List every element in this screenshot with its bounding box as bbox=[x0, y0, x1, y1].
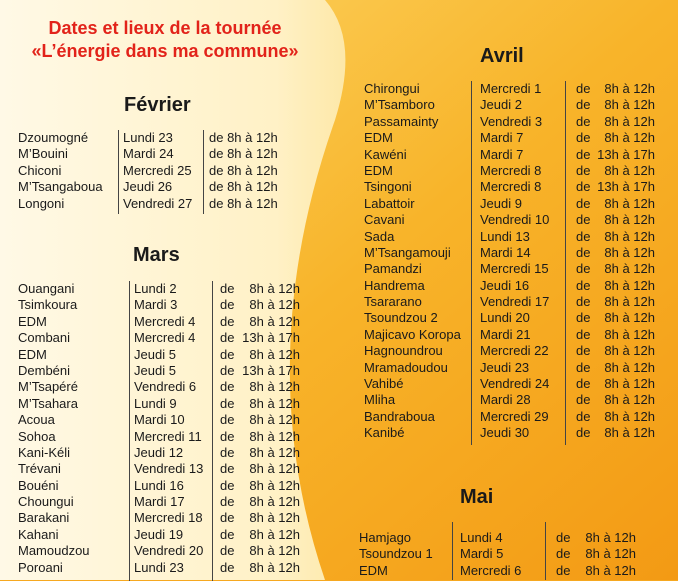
month-heading-fevrier: Février bbox=[124, 94, 191, 116]
place: Kanibé bbox=[364, 425, 405, 441]
de: de bbox=[576, 228, 591, 244]
place: Tsararano bbox=[364, 294, 422, 310]
time: 8h à 12h bbox=[604, 408, 655, 424]
place: M’Tsamboro bbox=[364, 97, 435, 113]
schedule-row bbox=[18, 314, 318, 330]
place: Hagnoundrou bbox=[364, 343, 443, 359]
schedule-row bbox=[18, 560, 318, 576]
day: Vendredi 20 bbox=[134, 543, 204, 559]
avril-schedule-table bbox=[364, 81, 664, 442]
place: Tsoundzou 1 bbox=[359, 546, 433, 562]
place: Bouéni bbox=[18, 477, 59, 493]
schedule-row bbox=[364, 114, 664, 130]
time: 8h à 12h bbox=[604, 162, 655, 178]
de: de bbox=[576, 261, 591, 277]
schedule-row bbox=[364, 409, 664, 425]
day: Lundi 4 bbox=[460, 530, 503, 545]
de: de bbox=[576, 376, 591, 392]
de: de bbox=[556, 530, 571, 545]
de: de bbox=[576, 162, 591, 178]
place: M’Tsangamouji bbox=[364, 244, 451, 260]
day: Mercredi 22 bbox=[480, 343, 549, 359]
de: de bbox=[576, 244, 591, 260]
day: Mercredi 8 bbox=[480, 162, 542, 178]
day: Mardi 7 bbox=[480, 130, 524, 146]
place: Trévani bbox=[18, 461, 61, 477]
time: 8h à 12h bbox=[249, 428, 300, 444]
de: de bbox=[556, 546, 571, 562]
time: 8h à 12h bbox=[604, 425, 655, 441]
de: de bbox=[576, 212, 591, 228]
place: Tsimkoura bbox=[18, 297, 78, 313]
de: de bbox=[220, 559, 235, 575]
schedule-row bbox=[364, 278, 664, 294]
de: de bbox=[220, 444, 235, 460]
day: Lundi 9 bbox=[134, 395, 177, 411]
day: Mardi 3 bbox=[134, 297, 178, 313]
day: Vendredi 13 bbox=[134, 461, 204, 477]
de: de bbox=[576, 130, 591, 146]
time: 8h à 12h bbox=[585, 530, 636, 545]
schedule-row bbox=[18, 363, 318, 379]
day: Jeudi 30 bbox=[480, 425, 530, 441]
day: Lundi 20 bbox=[480, 310, 530, 326]
day: Mercredi 29 bbox=[480, 408, 549, 424]
place: EDM bbox=[364, 130, 393, 146]
schedule-row bbox=[18, 461, 318, 477]
day: Jeudi 26 bbox=[123, 179, 173, 195]
day: Jeudi 9 bbox=[480, 195, 522, 211]
time: 8h à 12h bbox=[249, 346, 300, 362]
time: 8h à 12h bbox=[604, 294, 655, 310]
day: Lundi 2 bbox=[134, 281, 177, 296]
time: 13h à 17h bbox=[597, 146, 655, 162]
month-heading-mars: Mars bbox=[133, 244, 180, 266]
time: 8h à 12h bbox=[249, 477, 300, 493]
place: Labattoir bbox=[364, 195, 415, 211]
schedule-row bbox=[364, 392, 664, 408]
place: Dzoumogné bbox=[18, 130, 89, 145]
de: de bbox=[576, 97, 591, 113]
place: Mamoudzou bbox=[18, 543, 90, 559]
time: 8h à 12h bbox=[249, 510, 300, 526]
time: 8h à 12h bbox=[249, 494, 300, 510]
month-heading-avril: Avril bbox=[480, 45, 524, 67]
time: 8h à 12h bbox=[249, 444, 300, 460]
schedule-row bbox=[18, 281, 318, 297]
day: Mardi 28 bbox=[480, 392, 531, 408]
time: 8h à 12h bbox=[249, 526, 300, 542]
place: Chiconi bbox=[18, 162, 62, 178]
day: Vendredi 10 bbox=[480, 212, 550, 228]
day: Mercredi 6 bbox=[460, 562, 522, 578]
de: de bbox=[220, 461, 235, 477]
place: Handrema bbox=[364, 277, 425, 293]
de: de bbox=[220, 346, 235, 362]
time: 8h à 12h bbox=[604, 81, 655, 96]
place: Dembéni bbox=[18, 362, 71, 378]
de: de bbox=[576, 277, 591, 293]
day: Jeudi 23 bbox=[480, 359, 530, 375]
time: 8h à 12h bbox=[249, 297, 300, 313]
schedule-row bbox=[364, 261, 664, 277]
time: 8h à 12h bbox=[604, 130, 655, 146]
schedule-row bbox=[364, 310, 664, 326]
place: Vahibé bbox=[364, 376, 404, 392]
schedule-row bbox=[18, 146, 318, 162]
place: Longoni bbox=[18, 195, 65, 211]
de: de bbox=[576, 343, 591, 359]
schedule-row bbox=[18, 543, 318, 559]
place: EDM bbox=[18, 313, 47, 329]
day: Vendredi 24 bbox=[480, 376, 550, 392]
schedule-row bbox=[364, 130, 664, 146]
day: Vendredi 3 bbox=[480, 113, 543, 129]
day: Lundi 23 bbox=[123, 130, 173, 145]
de: de bbox=[220, 395, 235, 411]
day: Mercredi 15 bbox=[480, 261, 549, 277]
time: 8h à 12h bbox=[604, 343, 655, 359]
de: de bbox=[220, 543, 235, 559]
time: 8h à 12h bbox=[604, 359, 655, 375]
day: Jeudi 5 bbox=[134, 346, 176, 362]
day: Vendredi 6 bbox=[134, 379, 197, 395]
schedule-row bbox=[18, 297, 318, 313]
day: Mardi 17 bbox=[134, 494, 185, 510]
de: de bbox=[576, 146, 591, 162]
schedule-row bbox=[18, 527, 318, 543]
de: de bbox=[220, 428, 235, 444]
day: Mercredi 4 bbox=[134, 313, 196, 329]
time: 8h à 12h bbox=[604, 376, 655, 392]
de: de bbox=[220, 313, 235, 329]
de: de bbox=[576, 310, 591, 326]
de: de bbox=[220, 412, 235, 428]
place: M’Tsahara bbox=[18, 395, 78, 411]
schedule-row bbox=[364, 376, 664, 392]
schedule-row bbox=[18, 445, 318, 461]
time: de 8h à 12h bbox=[209, 195, 278, 211]
de: de bbox=[576, 294, 591, 310]
time: 8h à 12h bbox=[249, 395, 300, 411]
time: 8h à 12h bbox=[249, 559, 300, 575]
schedule-row bbox=[18, 196, 318, 212]
schedule-row bbox=[359, 546, 659, 562]
time: 8h à 12h bbox=[604, 310, 655, 326]
time: 8h à 12h bbox=[604, 195, 655, 211]
place: Acoua bbox=[18, 412, 55, 428]
day: Jeudi 5 bbox=[134, 362, 176, 378]
place: M’Bouini bbox=[18, 146, 68, 162]
schedule-row bbox=[359, 563, 659, 579]
schedule-row bbox=[364, 163, 664, 179]
day: Mardi 10 bbox=[134, 412, 185, 428]
tour-title-line-1: Dates et lieux de la tournée bbox=[48, 18, 282, 38]
time: 8h à 12h bbox=[604, 113, 655, 129]
de: de bbox=[576, 425, 591, 441]
schedule-row bbox=[18, 478, 318, 494]
place: EDM bbox=[359, 562, 388, 578]
schedule-row bbox=[364, 245, 664, 261]
time: 8h à 12h bbox=[249, 543, 300, 559]
day: Mercredi 4 bbox=[134, 330, 196, 346]
time: 8h à 12h bbox=[604, 97, 655, 113]
place: Ouangani bbox=[18, 281, 75, 296]
time: 13h à 17h bbox=[242, 330, 300, 346]
place: Tsoundzou 2 bbox=[364, 310, 438, 326]
time: 8h à 12h bbox=[604, 261, 655, 277]
place: Mramadoudou bbox=[364, 359, 448, 375]
place: Hamjago bbox=[359, 530, 412, 545]
de: de bbox=[576, 392, 591, 408]
de: de bbox=[220, 330, 235, 346]
de: de bbox=[556, 562, 571, 578]
place: M’Tsangaboua bbox=[18, 179, 103, 195]
place: Majicavo Koropa bbox=[364, 326, 461, 342]
schedule-row bbox=[364, 229, 664, 245]
schedule-row bbox=[18, 510, 318, 526]
mai-schedule-table bbox=[359, 530, 659, 579]
schedule-row bbox=[364, 81, 664, 97]
day: Jeudi 16 bbox=[480, 277, 530, 293]
time: 8h à 12h bbox=[585, 562, 636, 578]
place: EDM bbox=[364, 162, 393, 178]
time: 8h à 12h bbox=[604, 326, 655, 342]
day: Mercredi 25 bbox=[123, 162, 192, 178]
schedule-row bbox=[18, 429, 318, 445]
time: 8h à 12h bbox=[604, 212, 655, 228]
time: 8h à 12h bbox=[249, 281, 300, 296]
time: 8h à 12h bbox=[604, 392, 655, 408]
de: de bbox=[220, 494, 235, 510]
day: Mardi 14 bbox=[480, 244, 531, 260]
mars-schedule-table bbox=[18, 281, 318, 576]
schedule-row bbox=[364, 147, 664, 163]
place: Tsingoni bbox=[364, 179, 412, 195]
time: 8h à 12h bbox=[604, 244, 655, 260]
month-heading-mai: Mai bbox=[460, 486, 494, 508]
time: 8h à 12h bbox=[249, 313, 300, 329]
day: Mercredi 1 bbox=[480, 81, 542, 96]
day: Mardi 5 bbox=[460, 546, 504, 562]
day: Vendredi 17 bbox=[480, 294, 550, 310]
time: 13h à 17h bbox=[597, 179, 655, 195]
time: 8h à 12h bbox=[604, 228, 655, 244]
day: Jeudi 19 bbox=[134, 526, 184, 542]
schedule-row bbox=[364, 343, 664, 359]
place: M’Tsapéré bbox=[18, 379, 78, 395]
day: Jeudi 12 bbox=[134, 444, 184, 460]
place: Kahani bbox=[18, 526, 59, 542]
schedule-row bbox=[18, 412, 318, 428]
time: 8h à 12h bbox=[249, 461, 300, 477]
schedule-row bbox=[364, 425, 664, 441]
place: Choungui bbox=[18, 494, 74, 510]
day: Lundi 23 bbox=[134, 559, 184, 575]
schedule-row bbox=[364, 294, 664, 310]
de: de bbox=[220, 297, 235, 313]
place: Poroani bbox=[18, 559, 63, 575]
place: Chirongui bbox=[364, 81, 420, 96]
time: 8h à 12h bbox=[585, 546, 636, 562]
schedule-row bbox=[18, 163, 318, 179]
place: Sohoa bbox=[18, 428, 56, 444]
tour-title-line-2: «L’énergie dans ma commune» bbox=[31, 41, 299, 61]
schedule-row bbox=[364, 196, 664, 212]
place: Kani-Kéli bbox=[18, 444, 71, 460]
day: Mardi 24 bbox=[123, 146, 174, 162]
place: Mliha bbox=[364, 392, 396, 408]
place: Kawéni bbox=[364, 146, 407, 162]
de: de bbox=[220, 477, 235, 493]
day: Mardi 21 bbox=[480, 326, 531, 342]
schedule-row bbox=[364, 360, 664, 376]
time: de 8h à 12h bbox=[209, 130, 278, 145]
schedule-row bbox=[364, 97, 664, 113]
day: Mardi 7 bbox=[480, 146, 524, 162]
de: de bbox=[220, 281, 235, 296]
schedule-row bbox=[364, 327, 664, 343]
day: Mercredi 8 bbox=[480, 179, 542, 195]
place: Passamainty bbox=[364, 113, 439, 129]
time: 13h à 17h bbox=[242, 362, 300, 378]
time: 8h à 12h bbox=[249, 412, 300, 428]
schedule-row bbox=[18, 130, 318, 146]
place: Bandraboua bbox=[364, 408, 435, 424]
schedule-row bbox=[18, 179, 318, 195]
day: Vendredi 27 bbox=[123, 195, 193, 211]
schedule-row bbox=[18, 347, 318, 363]
fevrier-schedule-table bbox=[18, 130, 318, 212]
day: Lundi 16 bbox=[134, 477, 184, 493]
time: de 8h à 12h bbox=[209, 179, 278, 195]
schedule-row bbox=[18, 330, 318, 346]
time: de 8h à 12h bbox=[209, 162, 278, 178]
de: de bbox=[576, 195, 591, 211]
schedule-row bbox=[18, 494, 318, 510]
schedule-row bbox=[18, 379, 318, 395]
day: Jeudi 2 bbox=[480, 97, 522, 113]
de: de bbox=[576, 359, 591, 375]
de: de bbox=[220, 362, 235, 378]
de: de bbox=[220, 526, 235, 542]
day: Mercredi 18 bbox=[134, 510, 203, 526]
time: de 8h à 12h bbox=[209, 146, 278, 162]
day: Lundi 13 bbox=[480, 228, 530, 244]
day: Mercredi 11 bbox=[134, 428, 202, 444]
schedule-row bbox=[364, 212, 664, 228]
schedule-row bbox=[359, 530, 659, 546]
de: de bbox=[576, 179, 591, 195]
time: 8h à 12h bbox=[604, 277, 655, 293]
schedule-row bbox=[364, 179, 664, 195]
place: EDM bbox=[18, 346, 47, 362]
time: 8h à 12h bbox=[249, 379, 300, 395]
de: de bbox=[576, 113, 591, 129]
de: de bbox=[576, 326, 591, 342]
schedule-row bbox=[18, 396, 318, 412]
de: de bbox=[220, 379, 235, 395]
place: Pamandzi bbox=[364, 261, 422, 277]
de: de bbox=[220, 510, 235, 526]
place: Combani bbox=[18, 330, 71, 346]
place: Barakani bbox=[18, 510, 70, 526]
place: Sada bbox=[364, 228, 395, 244]
place: Cavani bbox=[364, 212, 405, 228]
de: de bbox=[576, 81, 591, 96]
de: de bbox=[576, 408, 591, 424]
